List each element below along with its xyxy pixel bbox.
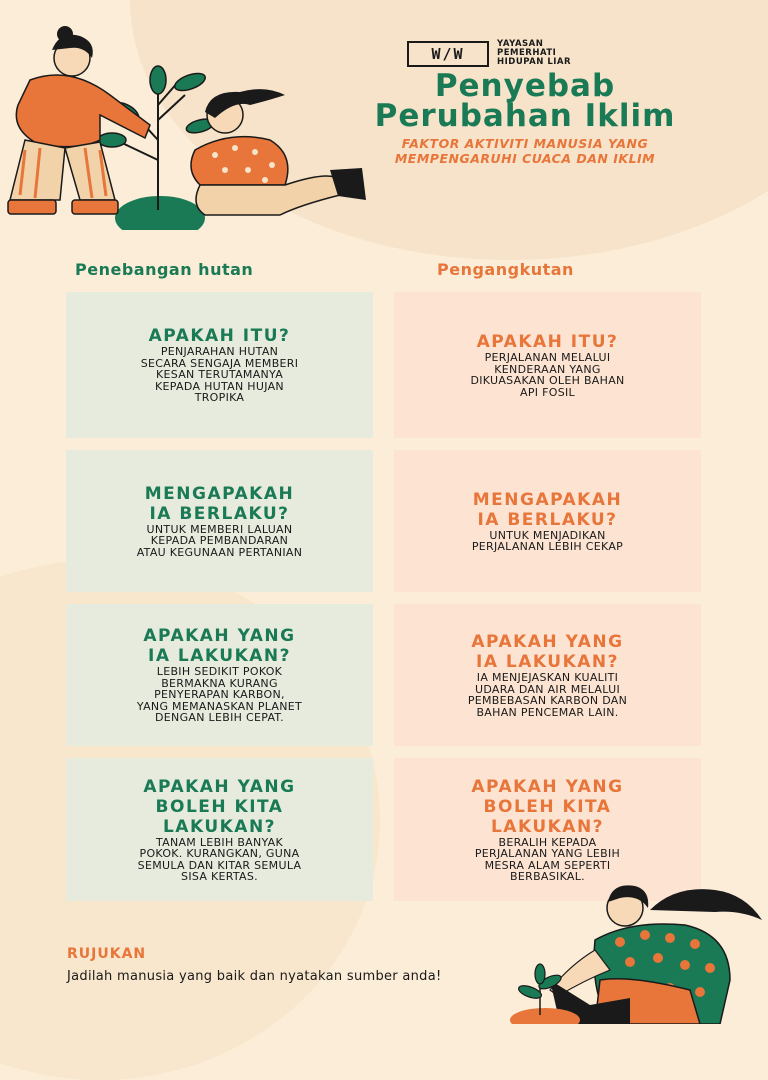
card-question: APAKAH YANG BOLEH KITA LAKUKAN? bbox=[143, 776, 296, 837]
card-answer: TANAM LEBIH BANYAK POKOK. KURANGKAN, GUNA SEMULA DAN KITAR SEMULA SISA KERTAS. bbox=[137, 835, 302, 883]
deforestation-card-what bbox=[66, 292, 373, 438]
card-answer: UNTUK MEMBERI LALUAN KEPADA PEMBANDARAN ATAU KEGUNAAN PERTANIAN bbox=[136, 522, 303, 559]
card-answer: PERJALANAN MELALUI KENDERAAN YANG DIKUASAKAN OLEH BAHAN API FOSIL bbox=[470, 351, 625, 399]
card-question: APAKAH YANG BOLEH KITA LAKUKAN? bbox=[471, 776, 624, 837]
logo-line-2: PEMERHATI bbox=[497, 48, 557, 58]
card-question: APAKAH YANG IA LAKUKAN? bbox=[471, 632, 624, 672]
card-answer: IA MENJEJASKAN KUALITI UDARA DAN AIR MELALUI PEMBEBASAN KARBON DAN BAHAN PENCEMAR LAIN. bbox=[467, 671, 628, 719]
page-title-line-1: Penyebab bbox=[434, 68, 616, 104]
deforestation-card-effect bbox=[66, 604, 373, 746]
card-question: APAKAH ITU? bbox=[476, 332, 619, 352]
page-subtitle bbox=[320, 136, 730, 166]
card-question: APAKAH ITU? bbox=[148, 326, 291, 347]
deforestation-card-why bbox=[66, 450, 373, 592]
card-answer: PENJARAHAN HUTAN SECARA SENGAJA MEMBERI KESAN TERUTAMANYA KEPADA HUTAN HUJAN TROPIKA bbox=[140, 345, 299, 405]
card-question: MENGAPAKAH IA BERLAKU? bbox=[472, 489, 623, 530]
page-title-line-2: Perubahan Iklim bbox=[374, 98, 676, 134]
column-heading-deforestation: Penebangan hutan bbox=[75, 260, 254, 279]
transport-card-why bbox=[394, 450, 701, 592]
card-question: MENGAPAKAH IA BERLAKU? bbox=[144, 483, 295, 524]
logo-line-1: YAYASAN bbox=[497, 39, 544, 49]
transport-card-what bbox=[394, 292, 701, 438]
card-answer: LEBIH SEDIKIT POKOK BERMAKNA KURANG PENYERAPAN KARBON, YANG MEMANASKAN PLANET DENGAN LEBIH CEPAT. bbox=[136, 665, 303, 725]
card-answer: BERALIH KEPADA PERJALANAN YANG LEBIH MESRA ALAM SEPERTI BERBASIKAL. bbox=[474, 835, 621, 883]
logo-text bbox=[497, 40, 571, 67]
card-answer: UNTUK MENJADIKAN PERJALANAN LEBIH CEKAP bbox=[471, 528, 624, 553]
references-title: RUJUKAN bbox=[67, 946, 147, 962]
column-heading-transport: Pengangkutan bbox=[437, 260, 574, 279]
watering-woman-illustration bbox=[500, 880, 768, 1024]
deforestation-card-action bbox=[66, 758, 373, 901]
organization-logo bbox=[407, 40, 571, 67]
subtitle-line-2: MEMPENGARUHI CUACA DAN IKLIM bbox=[394, 151, 656, 166]
transport-card-effect bbox=[394, 604, 701, 746]
logo-mark: W/W bbox=[407, 41, 489, 67]
logo-line-3: HIDUPAN LIAR bbox=[497, 57, 572, 67]
references-text: Jadilah manusia yang baik dan nyatakan sumber anda! bbox=[67, 969, 442, 984]
subtitle-line-1: FAKTOR AKTIVITI MANUSIA YANG bbox=[401, 136, 649, 151]
card-question: APAKAH YANG IA LAKUKAN? bbox=[143, 626, 296, 667]
